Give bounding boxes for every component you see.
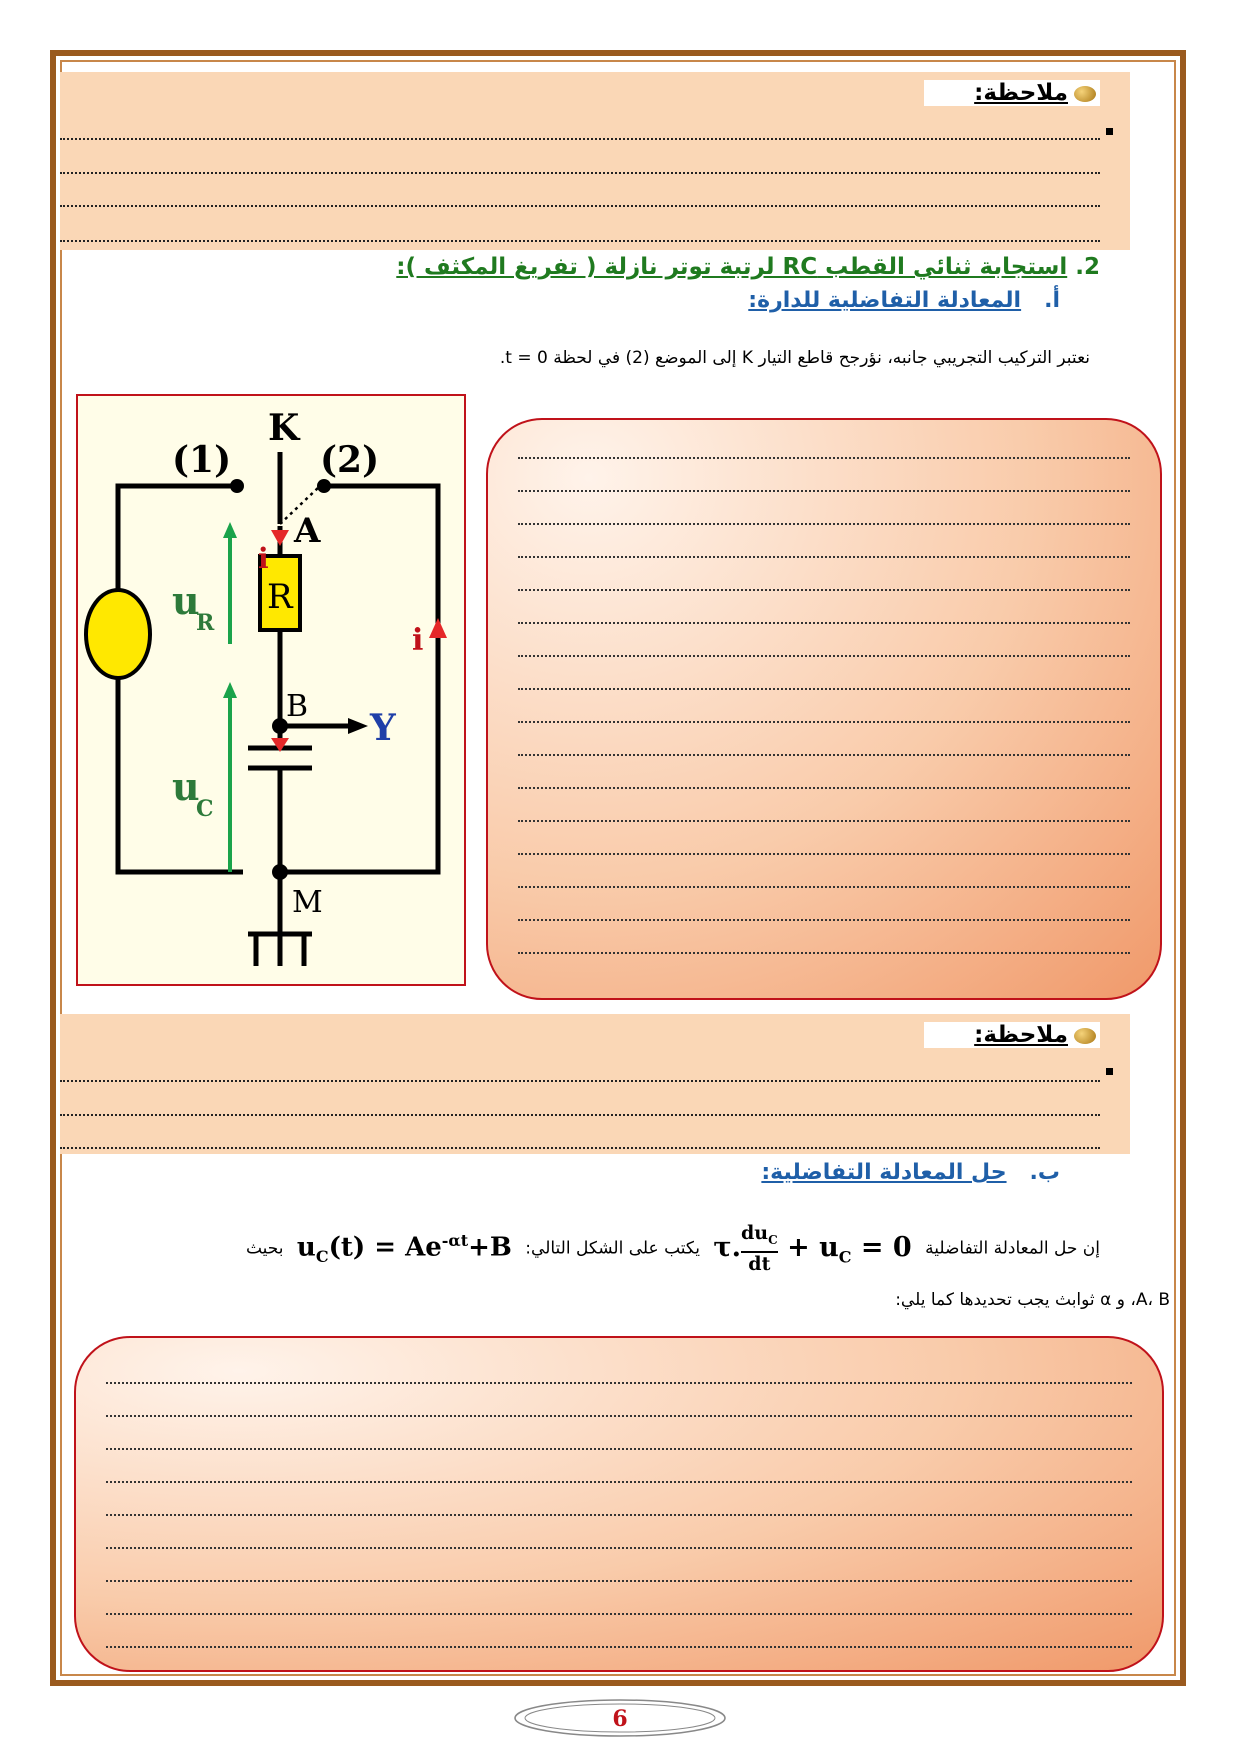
sub-a-heading — [748, 288, 1060, 313]
dotted-line — [60, 1114, 1100, 1116]
solution-line — [70, 1222, 1100, 1282]
generator — [86, 590, 150, 678]
solution-text-1: إن حل المعادلة التفاضلية — [925, 1238, 1100, 1259]
label-M: M — [292, 885, 323, 920]
contact-2 — [317, 479, 331, 493]
equation: τ. $du_C$ dt + $u_C = 0$ — [713, 1222, 912, 1275]
answer-box-2[interactable] — [74, 1336, 1164, 1672]
label-A: A — [294, 511, 321, 551]
sub-b-title: حل المعادلة التفاضلية: — [761, 1160, 1007, 1185]
section-2-heading — [396, 254, 1100, 280]
page-number: 6 — [612, 1706, 628, 1732]
solution-text-2: يكتب على الشكل التالي: — [525, 1238, 701, 1259]
intro-text: نعتبر التركيب التجريبي جانبه، نؤرجح قاطع التيار K إلى الموضع (2) في لحظة t = 0. — [499, 348, 1090, 368]
dotted-line — [60, 1147, 1100, 1149]
circuit-svg — [78, 396, 464, 984]
sub-b-heading — [761, 1160, 1060, 1185]
note-icon — [1074, 86, 1096, 102]
label-K: K — [268, 407, 300, 449]
dotted-line — [60, 172, 1100, 174]
label-uR: u — [172, 578, 200, 623]
sub-a-letter: أ. — [1044, 288, 1060, 313]
label-i: i — [258, 542, 269, 575]
dotted-line — [60, 138, 1100, 140]
label-R: R — [267, 577, 293, 617]
dotted-line — [60, 205, 1100, 207]
sub-b-letter: ب. — [1029, 1160, 1060, 1185]
label-uC: u — [172, 764, 200, 809]
solution-text-3: بحيث — [245, 1238, 284, 1259]
label-uC-sub: C — [196, 796, 214, 822]
label-1: (1) — [172, 439, 232, 481]
note-icon — [1074, 1028, 1096, 1044]
contact-1 — [230, 479, 244, 493]
solution-line-2: A، B، و α ثوابث يجب تحديدها كما يلي: — [895, 1290, 1170, 1310]
bullet — [1106, 128, 1113, 135]
sub-a-title: المعادلة التفاضلية للدارة: — [748, 288, 1022, 313]
section-number: 2. — [1075, 254, 1100, 280]
answer-box-1[interactable] — [486, 418, 1162, 1000]
solution-form: $u_C(t) = Ae^{-\alpha t}+B$ — [296, 1230, 512, 1266]
label-uR-sub: R — [196, 610, 215, 636]
dotted-line — [60, 240, 1100, 242]
label-B: B — [286, 689, 309, 724]
bullet — [1106, 1068, 1113, 1075]
note-2-title: ملاحظة: — [924, 1022, 1100, 1048]
section-title: استجابة ثنائي القطب RC لرتبة توتر نازلة ( تفريغ المكثف ): — [396, 254, 1068, 280]
label-i-right: i — [412, 623, 424, 658]
label-Y: Y — [370, 707, 396, 749]
note-1-title: ملاحظة: — [924, 80, 1100, 106]
dotted-line — [60, 1080, 1100, 1082]
circuit-diagram — [76, 394, 466, 986]
label-2: (2) — [320, 439, 380, 481]
